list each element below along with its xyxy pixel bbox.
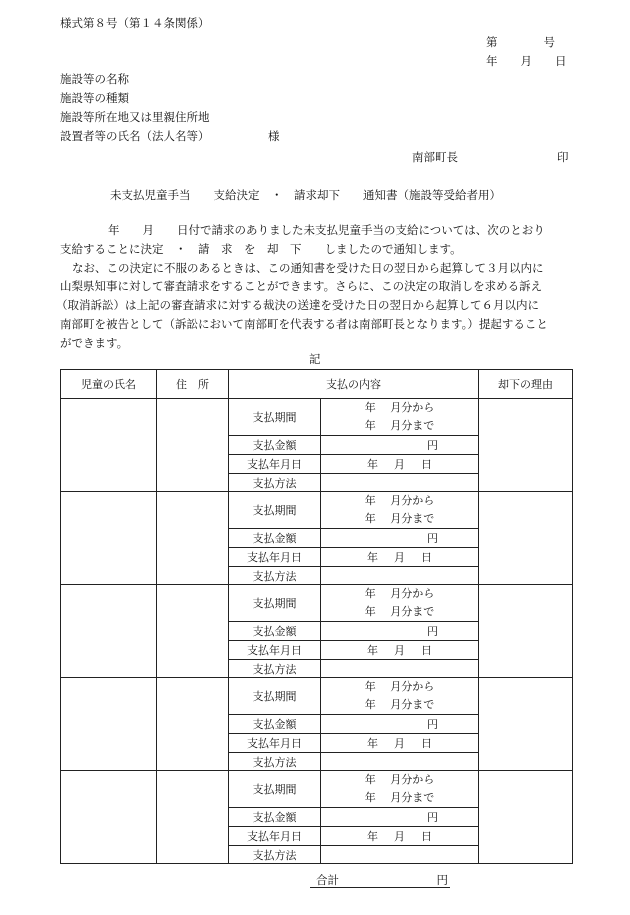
method-label: 支払方法 [229,846,321,864]
period-label: 支払期間 [229,399,321,436]
table-row [61,678,573,715]
day-unit: 日 [421,458,432,471]
total-label: 合計 [316,873,339,887]
month-unit: 月 [394,551,405,564]
body-line: 山梨県知事に対して審査請求をすることができます。さらに、この決定の取消しを求める訴え [60,279,543,294]
period-to: 年 月分まで [364,698,435,711]
period-from: 年 月分から [364,680,435,693]
pay-date-value[interactable] [321,827,479,846]
period-from: 年 月分から [364,773,435,786]
month-unit: 月 [394,830,405,843]
body-line: なお、この決定に不服のあるときは、この通知書を受けた日の翌日から起算して３月以内に [72,260,544,275]
notice-body [56,221,580,353]
pay-date-value[interactable] [321,641,479,660]
year-unit: 年 [367,458,378,471]
amount-label: 支払金額 [229,715,321,734]
month-unit: 月 [394,458,405,471]
period-to: 年 月分まで [364,419,435,432]
body-line: 年 月 日付で請求のありました未支払児童手当の支給については、次のとおり [108,223,545,237]
address-cell[interactable] [157,492,229,585]
payment-table [60,369,573,864]
period-to: 年 月分まで [364,791,435,804]
table-header-row [61,370,573,399]
period-value[interactable] [321,771,479,808]
address-cell[interactable] [157,771,229,864]
yen-unit: 円 [427,625,438,638]
pay-date-label: 支払年月日 [229,827,321,846]
pay-date-label: 支払年月日 [229,734,321,753]
period-to: 年 月分まで [364,605,435,618]
yen-unit: 円 [427,439,438,452]
reason-cell[interactable] [479,399,573,492]
child-name-cell[interactable] [61,585,157,678]
child-name-cell[interactable] [61,678,157,771]
year-unit: 年 [367,830,378,843]
method-label: 支払方法 [229,567,321,585]
header-child-name: 児童の氏名 [61,370,157,399]
facility-type-label: 施設等の種類 [60,91,129,105]
period-value[interactable] [321,585,479,622]
issue-date: 年 月 日 [486,54,567,68]
amount-value[interactable] [321,622,479,641]
founder-name-label: 設置者等の氏名（法人名等） [60,129,210,143]
table-row [61,771,573,808]
pay-date-value[interactable] [321,548,479,567]
body-line: （取消訴訟）は上記の審査請求に対する裁決の送達を受けた日の翌日から起算して６月以内に [56,298,539,313]
amount-value[interactable] [321,715,479,734]
address-cell[interactable] [157,585,229,678]
pay-date-label: 支払年月日 [229,641,321,660]
body-line: 支給することに決定 ・ 請 求 を 却 下 しましたので通知します。 [60,241,462,256]
method-value[interactable] [321,846,479,864]
header-reason: 却下の理由 [479,370,573,399]
ki-label: 記 [309,352,321,366]
table-body [61,399,573,864]
yen-unit: 円 [427,532,438,545]
body-line: 南部町を被告として（訴訟において南部町を代表する者は南部町長となります。）提起すること [60,316,548,331]
day-unit: 日 [421,551,432,564]
document-title: 未支払児童手当 支給決定 ・ 請求却下 通知書（施設等受給者用） [110,188,501,202]
amount-value[interactable] [321,529,479,548]
child-name-cell[interactable] [61,771,157,864]
table-row [61,585,573,622]
method-value[interactable] [321,567,479,585]
month-unit: 月 [394,644,405,657]
facility-name-label: 施設等の名称 [60,72,129,86]
amount-label: 支払金額 [229,436,321,455]
year-unit: 年 [367,644,378,657]
period-label: 支払期間 [229,771,321,808]
period-value[interactable] [321,678,479,715]
document-number: 第 号 [486,35,555,49]
method-value[interactable] [321,474,479,492]
table-row [61,492,573,529]
header-content: 支払の内容 [229,370,479,399]
address-cell[interactable] [157,678,229,771]
period-label: 支払期間 [229,585,321,622]
pay-date-label: 支払年月日 [229,455,321,474]
honorific: 様 [268,129,280,143]
method-label: 支払方法 [229,753,321,771]
facility-address-label: 施設等所在地又は里親住所地 [60,110,210,124]
method-label: 支払方法 [229,474,321,492]
period-value[interactable] [321,492,479,529]
method-value[interactable] [321,660,479,678]
amount-label: 支払金額 [229,808,321,827]
year-unit: 年 [367,551,378,564]
period-label: 支払期間 [229,678,321,715]
year-unit: 年 [367,737,378,750]
address-cell[interactable] [157,399,229,492]
reason-cell[interactable] [479,585,573,678]
amount-label: 支払金額 [229,529,321,548]
reason-cell[interactable] [479,771,573,864]
child-name-cell[interactable] [61,492,157,585]
period-label: 支払期間 [229,492,321,529]
day-unit: 日 [421,644,432,657]
amount-label: 支払金額 [229,622,321,641]
reason-cell[interactable] [479,678,573,771]
pay-date-value[interactable] [321,734,479,753]
yen-unit: 円 [427,718,438,731]
amount-value[interactable] [321,436,479,455]
period-value[interactable] [321,399,479,436]
month-unit: 月 [394,737,405,750]
period-from: 年 月分から [364,587,435,600]
form-number: 様式第８号（第１４条関係） [60,16,210,30]
day-unit: 日 [421,830,432,843]
method-value[interactable] [321,753,479,771]
pay-date-value[interactable] [321,455,479,474]
total-line[interactable] [310,873,450,888]
table-row [61,399,573,436]
period-from: 年 月分から [364,494,435,507]
total-unit: 円 [436,873,448,887]
pay-date-label: 支払年月日 [229,548,321,567]
period-from: 年 月分から [364,401,435,414]
reason-cell[interactable] [479,492,573,585]
body-line: ができます。 [60,335,129,350]
amount-value[interactable] [321,808,479,827]
method-label: 支払方法 [229,660,321,678]
yen-unit: 円 [427,811,438,824]
seal-mark: 印 [557,150,569,164]
child-name-cell[interactable] [61,399,157,492]
day-unit: 日 [421,737,432,750]
header-address: 住 所 [157,370,229,399]
period-to: 年 月分まで [364,512,435,525]
issuer-title: 南部町長 [412,150,458,164]
